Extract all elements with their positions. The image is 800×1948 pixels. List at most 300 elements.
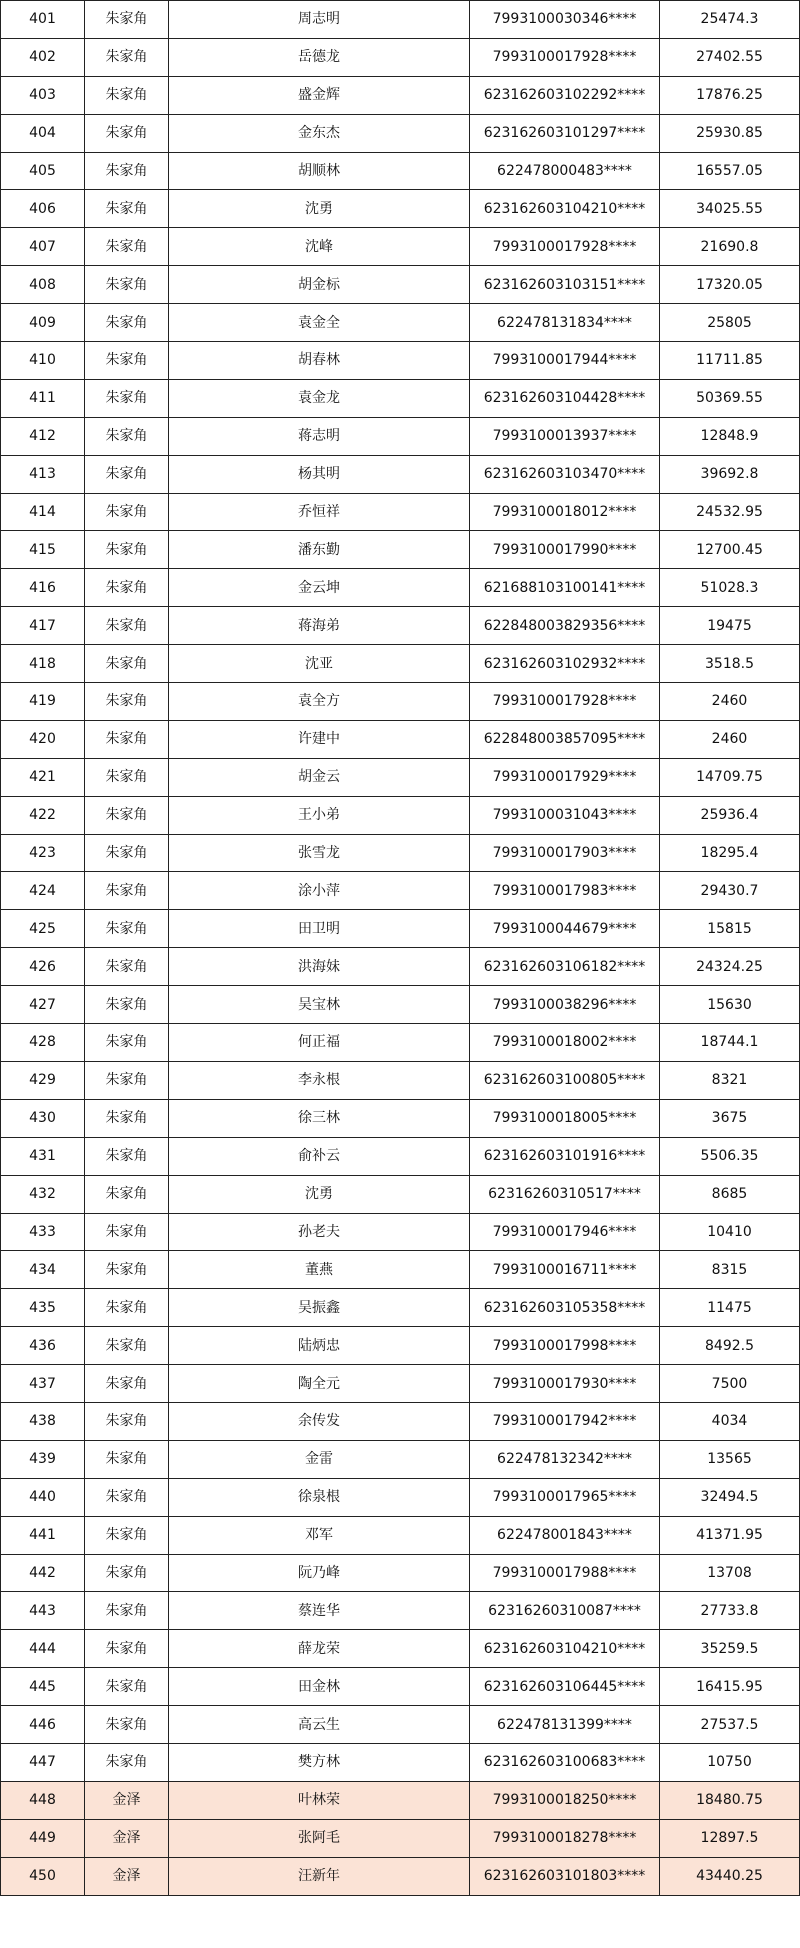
table-row <box>1 266 800 304</box>
name-cell: 汪新年 <box>169 1857 470 1895</box>
account-number-cell: 7993100013937**** <box>470 417 660 455</box>
amount-cell: 24532.95 <box>660 493 800 531</box>
row-number: 425 <box>1 910 85 948</box>
name-cell: 王小弟 <box>169 796 470 834</box>
village-cell: 朱家角 <box>85 645 169 683</box>
account-number-cell: 7993100038296**** <box>470 986 660 1024</box>
account-number-cell: 7993100016711**** <box>470 1251 660 1289</box>
table-row <box>1 834 800 872</box>
name-cell: 俞补云 <box>169 1137 470 1175</box>
account-number-cell: 7993100017930**** <box>470 1365 660 1403</box>
amount-cell: 19475 <box>660 607 800 645</box>
name-cell: 胡金标 <box>169 266 470 304</box>
village-cell: 朱家角 <box>85 455 169 493</box>
table-row <box>1 1440 800 1478</box>
amount-cell: 27537.5 <box>660 1706 800 1744</box>
amount-cell: 34025.55 <box>660 190 800 228</box>
amount-cell: 10750 <box>660 1743 800 1781</box>
row-number: 429 <box>1 1061 85 1099</box>
table-row <box>1 1592 800 1630</box>
amount-cell: 43440.25 <box>660 1857 800 1895</box>
row-number: 433 <box>1 1213 85 1251</box>
amount-cell: 18480.75 <box>660 1781 800 1819</box>
amount-cell: 32494.5 <box>660 1478 800 1516</box>
account-number-cell: 7993100017965**** <box>470 1478 660 1516</box>
table-row <box>1 38 800 76</box>
account-number-cell: 622478131834**** <box>470 304 660 342</box>
table-row <box>1 228 800 266</box>
name-cell: 袁金全 <box>169 304 470 342</box>
name-cell: 陆炳忠 <box>169 1327 470 1365</box>
village-cell: 朱家角 <box>85 1592 169 1630</box>
table-row <box>1 986 800 1024</box>
row-number: 448 <box>1 1781 85 1819</box>
table-row <box>1 1743 800 1781</box>
table-row <box>1 379 800 417</box>
row-number: 421 <box>1 758 85 796</box>
village-cell: 朱家角 <box>85 834 169 872</box>
account-number-cell: 7993100017903**** <box>470 834 660 872</box>
name-cell: 徐三林 <box>169 1099 470 1137</box>
village-cell: 朱家角 <box>85 342 169 380</box>
account-number-cell: 7993100018278**** <box>470 1819 660 1857</box>
village-cell: 朱家角 <box>85 1402 169 1440</box>
account-number-cell: 623162603106445**** <box>470 1668 660 1706</box>
row-number: 418 <box>1 645 85 683</box>
account-number-cell: 622478132342**** <box>470 1440 660 1478</box>
name-cell: 徐泉根 <box>169 1478 470 1516</box>
row-number: 431 <box>1 1137 85 1175</box>
amount-cell: 12897.5 <box>660 1819 800 1857</box>
village-cell: 朱家角 <box>85 986 169 1024</box>
name-cell: 陶全元 <box>169 1365 470 1403</box>
name-cell: 胡春林 <box>169 342 470 380</box>
table-row <box>1 1706 800 1744</box>
village-cell: 朱家角 <box>85 1061 169 1099</box>
village-cell: 朱家角 <box>85 1251 169 1289</box>
row-number: 405 <box>1 152 85 190</box>
amount-cell: 16415.95 <box>660 1668 800 1706</box>
village-cell: 朱家角 <box>85 114 169 152</box>
name-cell: 李永根 <box>169 1061 470 1099</box>
ledger-body <box>1 1 800 1896</box>
amount-cell: 35259.5 <box>660 1630 800 1668</box>
name-cell: 叶林荣 <box>169 1781 470 1819</box>
amount-cell: 8685 <box>660 1175 800 1213</box>
village-cell: 朱家角 <box>85 1 169 39</box>
account-number-cell: 622848003829356**** <box>470 607 660 645</box>
amount-cell: 12848.9 <box>660 417 800 455</box>
amount-cell: 25936.4 <box>660 796 800 834</box>
village-cell: 朱家角 <box>85 910 169 948</box>
table-row <box>1 1137 800 1175</box>
table-row <box>1 1554 800 1592</box>
row-number: 443 <box>1 1592 85 1630</box>
row-number: 407 <box>1 228 85 266</box>
table-row <box>1 796 800 834</box>
village-cell: 朱家角 <box>85 1630 169 1668</box>
village-cell: 朱家角 <box>85 1175 169 1213</box>
row-number: 446 <box>1 1706 85 1744</box>
name-cell: 潘东勤 <box>169 531 470 569</box>
account-number-cell: 7993100017928**** <box>470 228 660 266</box>
name-cell: 邓军 <box>169 1516 470 1554</box>
table-row <box>1 645 800 683</box>
amount-cell: 15630 <box>660 986 800 1024</box>
account-number-cell: 623162603106182**** <box>470 948 660 986</box>
row-number: 435 <box>1 1289 85 1327</box>
row-number: 415 <box>1 531 85 569</box>
row-number: 436 <box>1 1327 85 1365</box>
village-cell: 朱家角 <box>85 1327 169 1365</box>
account-number-cell: 623162603104210**** <box>470 1630 660 1668</box>
table-row <box>1 1289 800 1327</box>
row-number: 403 <box>1 76 85 114</box>
account-number-cell: 623162603100683**** <box>470 1743 660 1781</box>
account-number-cell: 7993100031043**** <box>470 796 660 834</box>
name-cell: 金雷 <box>169 1440 470 1478</box>
account-number-cell: 623162603101916**** <box>470 1137 660 1175</box>
account-number-cell: 621688103100141**** <box>470 569 660 607</box>
village-cell: 朱家角 <box>85 417 169 455</box>
table-row <box>1 569 800 607</box>
table-row <box>1 1327 800 1365</box>
row-number: 417 <box>1 607 85 645</box>
amount-cell: 24324.25 <box>660 948 800 986</box>
account-number-cell: 623162603102292**** <box>470 76 660 114</box>
account-number-cell: 62316260310517**** <box>470 1175 660 1213</box>
account-number-cell: 7993100044679**** <box>470 910 660 948</box>
table-row <box>1 683 800 721</box>
account-number-cell: 7993100018005**** <box>470 1099 660 1137</box>
row-number: 413 <box>1 455 85 493</box>
table-row <box>1 76 800 114</box>
name-cell: 张阿毛 <box>169 1819 470 1857</box>
table-row <box>1 1099 800 1137</box>
name-cell: 董燕 <box>169 1251 470 1289</box>
row-number: 410 <box>1 342 85 380</box>
account-number-cell: 7993100017928**** <box>470 683 660 721</box>
row-number: 438 <box>1 1402 85 1440</box>
row-number: 445 <box>1 1668 85 1706</box>
row-number: 408 <box>1 266 85 304</box>
village-cell: 朱家角 <box>85 493 169 531</box>
account-number-cell: 7993100018002**** <box>470 1024 660 1062</box>
table-row <box>1 1175 800 1213</box>
name-cell: 蒋海弟 <box>169 607 470 645</box>
village-cell: 朱家角 <box>85 228 169 266</box>
row-number: 419 <box>1 683 85 721</box>
name-cell: 高云生 <box>169 1706 470 1744</box>
amount-cell: 15815 <box>660 910 800 948</box>
amount-cell: 51028.3 <box>660 569 800 607</box>
village-cell: 金泽 <box>85 1857 169 1895</box>
row-number: 430 <box>1 1099 85 1137</box>
name-cell: 岳德龙 <box>169 38 470 76</box>
table-row <box>1 1365 800 1403</box>
amount-cell: 16557.05 <box>660 152 800 190</box>
village-cell: 朱家角 <box>85 1289 169 1327</box>
name-cell: 沈勇 <box>169 190 470 228</box>
row-number: 439 <box>1 1440 85 1478</box>
village-cell: 朱家角 <box>85 683 169 721</box>
amount-cell: 17320.05 <box>660 266 800 304</box>
amount-cell: 27733.8 <box>660 1592 800 1630</box>
village-cell: 金泽 <box>85 1819 169 1857</box>
table-row <box>1 1024 800 1062</box>
table-row <box>1 531 800 569</box>
name-cell: 余传发 <box>169 1402 470 1440</box>
name-cell: 何正福 <box>169 1024 470 1062</box>
table-row <box>1 342 800 380</box>
table-row <box>1 1 800 39</box>
village-cell: 朱家角 <box>85 569 169 607</box>
account-number-cell: 7993100017928**** <box>470 38 660 76</box>
village-cell: 朱家角 <box>85 152 169 190</box>
row-number: 423 <box>1 834 85 872</box>
village-cell: 朱家角 <box>85 1743 169 1781</box>
table-row <box>1 1781 800 1819</box>
row-number: 426 <box>1 948 85 986</box>
village-cell: 朱家角 <box>85 948 169 986</box>
account-number-cell: 623162603104210**** <box>470 190 660 228</box>
table-row <box>1 1213 800 1251</box>
name-cell: 吴宝林 <box>169 986 470 1024</box>
amount-cell: 8492.5 <box>660 1327 800 1365</box>
name-cell: 樊方林 <box>169 1743 470 1781</box>
account-number-cell: 622478000483**** <box>470 152 660 190</box>
name-cell: 周志明 <box>169 1 470 39</box>
table-row <box>1 152 800 190</box>
row-number: 411 <box>1 379 85 417</box>
table-row <box>1 720 800 758</box>
account-number-cell: 7993100017942**** <box>470 1402 660 1440</box>
amount-cell: 41371.95 <box>660 1516 800 1554</box>
table-row <box>1 1857 800 1895</box>
row-number: 406 <box>1 190 85 228</box>
amount-cell: 39692.8 <box>660 455 800 493</box>
amount-cell: 2460 <box>660 720 800 758</box>
account-number-cell: 623162603100805**** <box>470 1061 660 1099</box>
village-cell: 朱家角 <box>85 1024 169 1062</box>
table-row <box>1 1819 800 1857</box>
account-number-cell: 7993100017998**** <box>470 1327 660 1365</box>
row-number: 420 <box>1 720 85 758</box>
row-number: 447 <box>1 1743 85 1781</box>
table-row <box>1 948 800 986</box>
amount-cell: 21690.8 <box>660 228 800 266</box>
name-cell: 金东杰 <box>169 114 470 152</box>
table-row <box>1 1251 800 1289</box>
amount-cell: 29430.7 <box>660 872 800 910</box>
village-cell: 朱家角 <box>85 720 169 758</box>
amount-cell: 18744.1 <box>660 1024 800 1062</box>
row-number: 444 <box>1 1630 85 1668</box>
row-number: 442 <box>1 1554 85 1592</box>
amount-cell: 18295.4 <box>660 834 800 872</box>
account-number-cell: 62316260310087**** <box>470 1592 660 1630</box>
name-cell: 沈峰 <box>169 228 470 266</box>
village-cell: 朱家角 <box>85 1516 169 1554</box>
amount-cell: 8315 <box>660 1251 800 1289</box>
row-number: 412 <box>1 417 85 455</box>
village-cell: 朱家角 <box>85 76 169 114</box>
village-cell: 朱家角 <box>85 758 169 796</box>
name-cell: 沈勇 <box>169 1175 470 1213</box>
village-cell: 朱家角 <box>85 872 169 910</box>
amount-cell: 3675 <box>660 1099 800 1137</box>
village-cell: 朱家角 <box>85 1099 169 1137</box>
table-row <box>1 872 800 910</box>
account-number-cell: 7993100018250**** <box>470 1781 660 1819</box>
amount-cell: 25930.85 <box>660 114 800 152</box>
village-cell: 朱家角 <box>85 607 169 645</box>
table-row <box>1 1402 800 1440</box>
village-cell: 朱家角 <box>85 38 169 76</box>
village-cell: 朱家角 <box>85 304 169 342</box>
account-number-cell: 7993100017988**** <box>470 1554 660 1592</box>
table-row <box>1 607 800 645</box>
row-number: 428 <box>1 1024 85 1062</box>
account-number-cell: 7993100017990**** <box>470 531 660 569</box>
village-cell: 朱家角 <box>85 531 169 569</box>
account-number-cell: 623162603103151**** <box>470 266 660 304</box>
amount-cell: 25805 <box>660 304 800 342</box>
village-cell: 朱家角 <box>85 1554 169 1592</box>
amount-cell: 50369.55 <box>660 379 800 417</box>
row-number: 404 <box>1 114 85 152</box>
account-number-cell: 623162603103470**** <box>470 455 660 493</box>
amount-cell: 13565 <box>660 1440 800 1478</box>
amount-cell: 8321 <box>660 1061 800 1099</box>
table-row <box>1 910 800 948</box>
name-cell: 盛金辉 <box>169 76 470 114</box>
account-number-cell: 623162603105358**** <box>470 1289 660 1327</box>
table-row <box>1 417 800 455</box>
amount-cell: 17876.25 <box>660 76 800 114</box>
village-cell: 朱家角 <box>85 190 169 228</box>
name-cell: 蔡连华 <box>169 1592 470 1630</box>
amount-cell: 10410 <box>660 1213 800 1251</box>
account-number-cell: 622848003857095**** <box>470 720 660 758</box>
account-number-cell: 622478001843**** <box>470 1516 660 1554</box>
amount-cell: 2460 <box>660 683 800 721</box>
amount-cell: 4034 <box>660 1402 800 1440</box>
table-row <box>1 304 800 342</box>
account-number-cell: 7993100017946**** <box>470 1213 660 1251</box>
name-cell: 田卫明 <box>169 910 470 948</box>
table-row <box>1 493 800 531</box>
name-cell: 袁全方 <box>169 683 470 721</box>
account-number-cell: 7993100017944**** <box>470 342 660 380</box>
table-row <box>1 114 800 152</box>
row-number: 409 <box>1 304 85 342</box>
name-cell: 杨其明 <box>169 455 470 493</box>
name-cell: 吴振鑫 <box>169 1289 470 1327</box>
name-cell: 蒋志明 <box>169 417 470 455</box>
amount-cell: 12700.45 <box>660 531 800 569</box>
row-number: 450 <box>1 1857 85 1895</box>
row-number: 414 <box>1 493 85 531</box>
name-cell: 洪海妹 <box>169 948 470 986</box>
account-number-cell: 622478131399**** <box>470 1706 660 1744</box>
amount-cell: 11475 <box>660 1289 800 1327</box>
name-cell: 薛龙荣 <box>169 1630 470 1668</box>
table-row <box>1 1630 800 1668</box>
table-row <box>1 1061 800 1099</box>
name-cell: 袁金龙 <box>169 379 470 417</box>
account-number-cell: 7993100018012**** <box>470 493 660 531</box>
amount-cell: 27402.55 <box>660 38 800 76</box>
village-cell: 朱家角 <box>85 1213 169 1251</box>
table-row <box>1 190 800 228</box>
table-row <box>1 1668 800 1706</box>
village-cell: 金泽 <box>85 1781 169 1819</box>
name-cell: 阮乃峰 <box>169 1554 470 1592</box>
amount-cell: 7500 <box>660 1365 800 1403</box>
village-cell: 朱家角 <box>85 1365 169 1403</box>
amount-cell: 11711.85 <box>660 342 800 380</box>
amount-cell: 3518.5 <box>660 645 800 683</box>
village-cell: 朱家角 <box>85 1668 169 1706</box>
name-cell: 沈亚 <box>169 645 470 683</box>
row-number: 434 <box>1 1251 85 1289</box>
name-cell: 孙老夫 <box>169 1213 470 1251</box>
row-number: 401 <box>1 1 85 39</box>
account-number-cell: 7993100017929**** <box>470 758 660 796</box>
row-number: 422 <box>1 796 85 834</box>
village-cell: 朱家角 <box>85 379 169 417</box>
name-cell: 涂小萍 <box>169 872 470 910</box>
table-row <box>1 758 800 796</box>
table-row <box>1 455 800 493</box>
row-number: 402 <box>1 38 85 76</box>
village-cell: 朱家角 <box>85 1137 169 1175</box>
name-cell: 乔恒祥 <box>169 493 470 531</box>
row-number: 432 <box>1 1175 85 1213</box>
village-cell: 朱家角 <box>85 1706 169 1744</box>
account-number-cell: 7993100030346**** <box>470 1 660 39</box>
row-number: 424 <box>1 872 85 910</box>
account-number-cell: 623162603101297**** <box>470 114 660 152</box>
row-number: 449 <box>1 1819 85 1857</box>
name-cell: 胡顺林 <box>169 152 470 190</box>
account-number-cell: 623162603101803**** <box>470 1857 660 1895</box>
name-cell: 张雪龙 <box>169 834 470 872</box>
account-number-cell: 623162603102932**** <box>470 645 660 683</box>
village-cell: 朱家角 <box>85 266 169 304</box>
row-number: 437 <box>1 1365 85 1403</box>
name-cell: 田金林 <box>169 1668 470 1706</box>
account-number-cell: 7993100017983**** <box>470 872 660 910</box>
row-number: 416 <box>1 569 85 607</box>
name-cell: 许建中 <box>169 720 470 758</box>
table-row <box>1 1478 800 1516</box>
amount-cell: 14709.75 <box>660 758 800 796</box>
village-cell: 朱家角 <box>85 1440 169 1478</box>
village-cell: 朱家角 <box>85 1478 169 1516</box>
village-cell: 朱家角 <box>85 796 169 834</box>
account-number-cell: 623162603104428**** <box>470 379 660 417</box>
amount-cell: 13708 <box>660 1554 800 1592</box>
row-number: 427 <box>1 986 85 1024</box>
row-number: 440 <box>1 1478 85 1516</box>
amount-cell: 5506.35 <box>660 1137 800 1175</box>
name-cell: 金云坤 <box>169 569 470 607</box>
name-cell: 胡金云 <box>169 758 470 796</box>
amount-cell: 25474.3 <box>660 1 800 39</box>
row-number: 441 <box>1 1516 85 1554</box>
